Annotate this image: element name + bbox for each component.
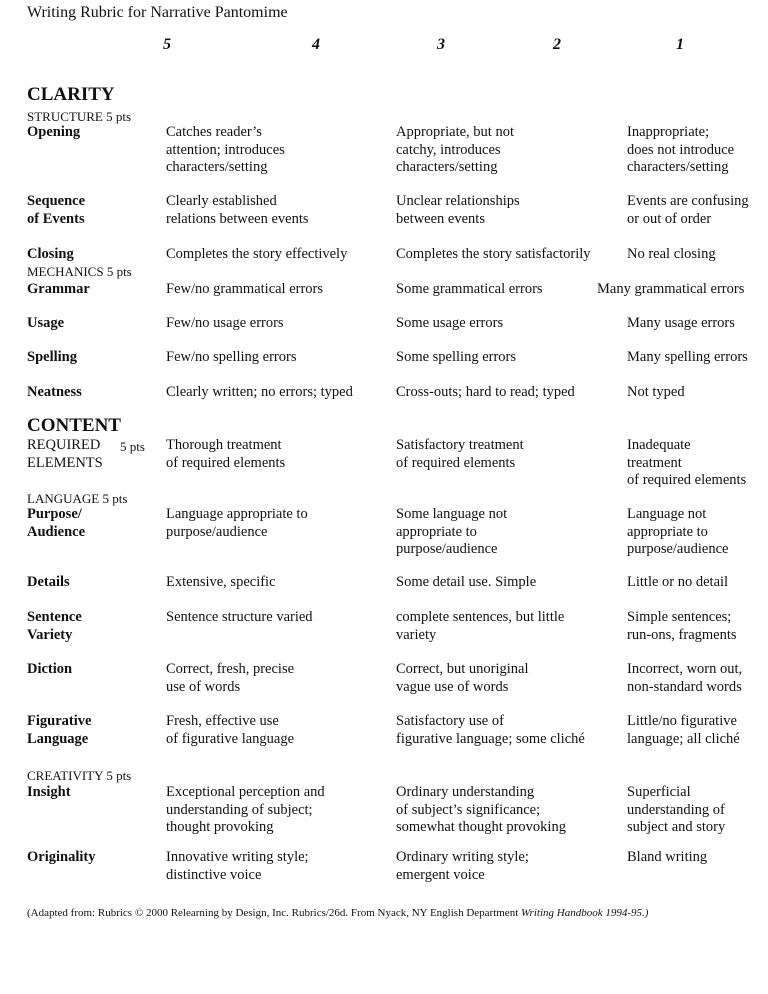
row-label: Diction bbox=[27, 661, 73, 677]
cell-score-1: Little/no figurative language; all cliché bbox=[627, 713, 740, 747]
footnote-text: (Adapted from: Rubrics © 2000 Relearning by Design, Inc. Rubrics/26d. From Nyack, NY English Department bbox=[27, 907, 521, 919]
cell-score-5-4: Catches reader’s attention; introduces characters/setting bbox=[166, 124, 285, 175]
row-label: Sequence of Events bbox=[27, 193, 85, 227]
cell-score-3-2: complete sentences, but little variety bbox=[396, 609, 565, 643]
cell-score-1: Many spelling errors bbox=[627, 349, 748, 365]
cell-score-1: Language not appropriate to purpose/audience bbox=[627, 506, 729, 557]
cell-score-1: Bland writing bbox=[627, 849, 708, 865]
cell-score-5-4: Exceptional perception and understanding of subject; thought provoking bbox=[166, 784, 325, 835]
cell-score-5-4: Clearly established relations between events bbox=[166, 193, 309, 227]
subsection-required: REQUIRED bbox=[27, 437, 101, 453]
score-header-4: 4 bbox=[312, 36, 320, 53]
cell-score-5-4: Thorough treatment of required elements bbox=[166, 437, 286, 471]
row-label: Details bbox=[27, 574, 70, 590]
cell-score-3-2: Correct, but unoriginal vague use of words bbox=[396, 661, 529, 695]
cell-score-1: Simple sentences; run-ons, fragments bbox=[627, 609, 737, 643]
page-title: Writing Rubric for Narrative Pantomime bbox=[27, 4, 288, 21]
footnote bbox=[27, 905, 648, 923]
score-header-3: 3 bbox=[437, 36, 445, 53]
row-label: Purpose/ Audience bbox=[27, 506, 85, 540]
cell-score-1: Superficial understanding of subject and story bbox=[627, 784, 726, 835]
cell-score-3-2: Ordinary understanding of subject’s significance; somewhat thought provoking bbox=[396, 784, 566, 835]
section-clarity: CLARITY bbox=[27, 84, 115, 105]
cell-score-3-2: Some detail use. Simple bbox=[396, 574, 537, 590]
cell-score-1: Many usage errors bbox=[627, 315, 735, 331]
cell-score-3-2: Some spelling errors bbox=[396, 349, 517, 365]
cell-score-3-2: Some grammatical errors bbox=[396, 281, 543, 297]
row-label: Sentence Variety bbox=[27, 609, 82, 643]
cell-score-5-4: Fresh, effective use of figurative language bbox=[166, 713, 295, 747]
subsection-structure: STRUCTURE 5 pts bbox=[27, 109, 132, 124]
row-label: Originality bbox=[27, 849, 96, 865]
row-label: Usage bbox=[27, 315, 65, 331]
cell-score-5-4: Extensive, specific bbox=[166, 574, 276, 590]
cell-score-3-2: Unclear relationships between events bbox=[396, 193, 520, 227]
cell-score-1: Inadequate treatment of required elements bbox=[627, 437, 747, 488]
subsection-required-elements: ELEMENTS bbox=[27, 455, 103, 471]
cell-score-3-2: Appropriate, but not catchy, introduces characters/setting bbox=[396, 124, 514, 175]
cell-score-3-2: Completes the story satisfactorily bbox=[396, 246, 591, 262]
cell-score-3-2: Ordinary writing style; emergent voice bbox=[396, 849, 529, 883]
cell-score-5-4: Few/no grammatical errors bbox=[166, 281, 324, 297]
subsection-language: LANGUAGE 5 pts bbox=[27, 491, 128, 506]
cell-score-1: Inappropriate; does not introduce characters/setting bbox=[627, 124, 735, 175]
subsection-required-pts: 5 pts bbox=[120, 439, 145, 454]
cell-score-5-4: Language appropriate to purpose/audience bbox=[166, 506, 308, 540]
cell-score-3-2: Some usage errors bbox=[396, 315, 504, 331]
cell-score-5-4: Correct, fresh, precise use of words bbox=[166, 661, 295, 695]
row-label: Closing bbox=[27, 246, 74, 262]
subsection-creativity: CREATIVITY 5 pts bbox=[27, 768, 132, 783]
row-label: Grammar bbox=[27, 281, 90, 297]
section-content: CONTENT bbox=[27, 415, 121, 436]
cell-score-5-4: Completes the story effectively bbox=[166, 246, 348, 262]
score-header-5: 5 bbox=[163, 36, 171, 53]
score-header-2: 2 bbox=[553, 36, 561, 53]
cell-score-3-2: Satisfactory treatment of required elements bbox=[396, 437, 524, 471]
cell-score-5-4: Few/no spelling errors bbox=[166, 349, 297, 365]
subsection-mechanics: MECHANICS 5 pts bbox=[27, 264, 132, 279]
cell-score-1: Incorrect, worn out, non-standard words bbox=[627, 661, 743, 695]
cell-score-3-2: Cross-outs; hard to read; typed bbox=[396, 384, 575, 400]
cell-score-1: Not typed bbox=[627, 384, 685, 400]
cell-score-5-4: Few/no usage errors bbox=[166, 315, 284, 331]
cell-score-5-4: Clearly written; no errors; typed bbox=[166, 384, 353, 400]
row-label: Spelling bbox=[27, 349, 77, 365]
cell-score-1: No real closing bbox=[627, 246, 716, 262]
cell-score-1: Many grammatical errors bbox=[597, 281, 745, 297]
row-label: Opening bbox=[27, 124, 81, 140]
cell-score-1: Events are confusing or out of order bbox=[627, 193, 749, 227]
footnote-italic: Writing Handbook 1994-95.) bbox=[521, 907, 649, 919]
row-label: Figurative Language bbox=[27, 713, 92, 747]
row-label: Insight bbox=[27, 784, 71, 800]
cell-score-5-4: Innovative writing style; distinctive voice bbox=[166, 849, 309, 883]
cell-score-1: Little or no detail bbox=[627, 574, 729, 590]
cell-score-5-4: Sentence structure varied bbox=[166, 609, 313, 625]
row-label: Neatness bbox=[27, 384, 82, 400]
score-header-1: 1 bbox=[676, 36, 684, 53]
cell-score-3-2: Some language not appropriate to purpose/audience bbox=[396, 506, 508, 557]
cell-score-3-2: Satisfactory use of figurative language; some cliché bbox=[396, 713, 585, 747]
